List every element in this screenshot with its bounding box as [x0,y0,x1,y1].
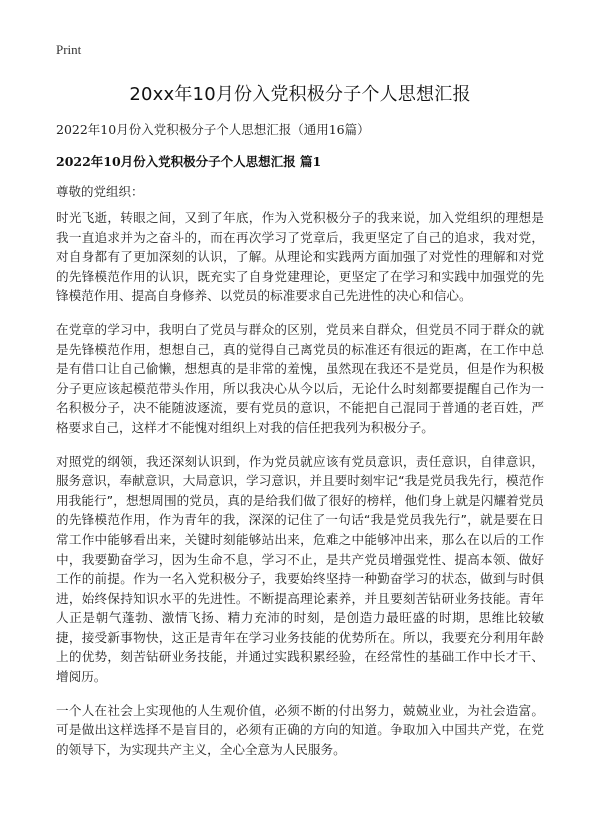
paragraph: 在党章的学习中，我明白了党员与群众的区别，党员来自群众，但党员不同于群众的就是先锋模范作用，想想自己，真的觉得自己离党员的标准还有很远的距离，在工作中总是有借口让自己偷懒，想想真的是非常的羞愧，虽然现在我还不是党员，但是作为积极分子更应该起模范带头作用，所以我决心从今以后，无论什么时刻都要提醒自己作为一名积极分子，决不能随波逐流，要有党员的意识，不能把自己混同于普通的老百姓，严格要求自己，这样才不能愧对组织上对我的信任把我列为积极分子。 [56,321,544,435]
print-label[interactable]: Print [56,42,82,57]
paragraph: 时光飞逝，转眼之间，又到了年底，作为入党积极分子的我来说，加入党组织的理想是我一直追求并为之奋斗的，而在再次学习了党章后，我更坚定了自己的追求，我对党，对自身都有了更加深刻的认识，了解。从理论和实践两方面加强了对党性的理解和对党的先锋模范作用的认识，既充实了自身党建理论，更坚定了在学习和实践中加强党的先锋模范作用、提高自身修养、以党员的标准要求自己先进性的决心和信心。 [56,210,544,304]
section-heading: 2022年10月份入党积极分子个人思想汇报 篇1 [56,154,322,169]
salutation: 尊敬的党组织： [56,184,144,199]
paragraph: 对照党的纲领，我还深刻认识到，作为党员就应该有党员意识，责任意识，自律意识，服务意识，奉献意识，大局意识，学习意识，并且要时刻牢记“我是党员我先行，模范作用我能行”，想想周围的党员，真的是给我们做了很好的榜样，他们身上就是闪耀着党员的先锋模范作用，作为青年的我，深深的记住了一句话“我是党员我先行”，就是要在日常工作中能够看出来，关键时刻能够站出来，危难之中能够冲出来，那么在以后的工作中，我要勤奋学习，因为生命不息，学习不止，是共产党员增强党性、提高本领、做好工作的前提。作为一名入党积极分子，我要始终坚持一种勤奋学习的状态，做到与时俱进，始终保持知识水平的先进性。不断提高理论素养，并且要刻苦钻研业务技能。青年人正是朝气蓬勃、激情飞扬、精力充沛的时刻，是创造力最旺盛的时期，思维比较敏捷，接受新事物快，这正是青年在学习业务技能的优势所在。所以，我要充分利用年龄上的优势，刻苦钻研业务技能，并通过实践积累经验，在经常性的基础工作中长才干、增阅历。 [56,453,544,685]
document-title: 20xx年10月份入党积极分子个人思想汇报 [129,84,471,105]
document-body [56,208,544,773]
paragraph: 一个人在社会上实现他的人生观价值，必须不断的付出努力，兢兢业业，为社会造富。可是做出这样选择不是盲目的，必须有正确的方向的知道。争取加入中国共产党，在党的领导下，为实现共产主义，全心全意为人民服务。 [56,702,544,757]
document-subtitle: 2022年10月份入党积极分子个人思想汇报（通用16篇） [56,122,370,137]
